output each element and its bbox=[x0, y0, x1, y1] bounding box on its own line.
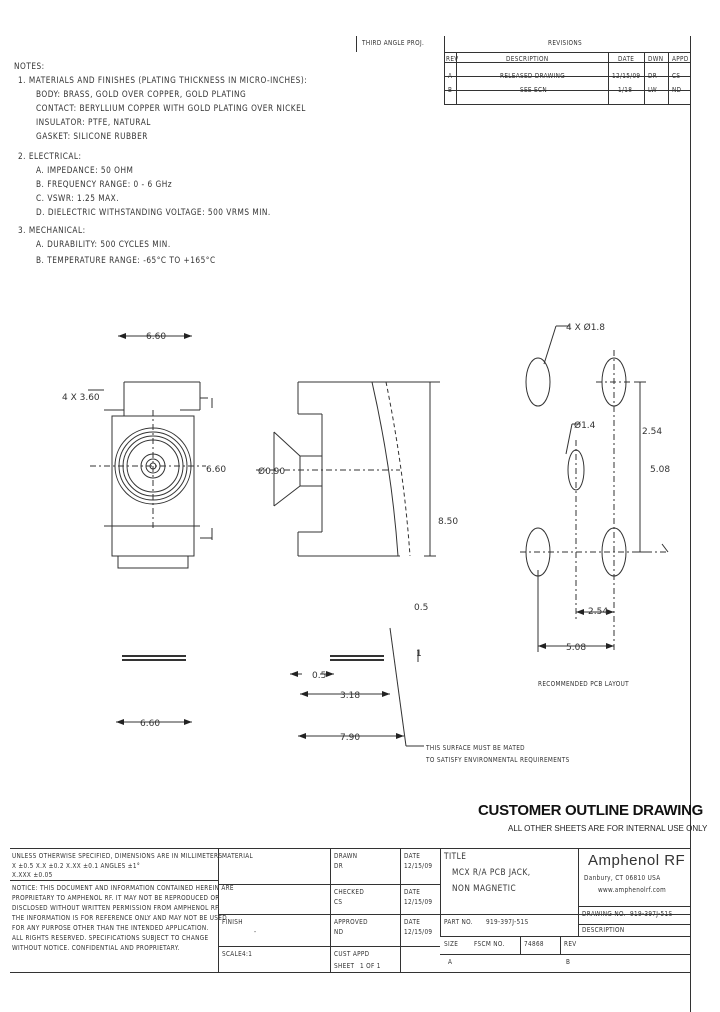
dim-body-height: 6.60 bbox=[206, 465, 227, 475]
checked-label: CHECKED bbox=[334, 888, 365, 896]
rev-label: REV bbox=[564, 940, 577, 948]
dim-pcb-pitch-v: 5.08 bbox=[650, 465, 671, 475]
part-no-label: PART NO. bbox=[444, 918, 473, 926]
drawn-date: 12/15/09 bbox=[404, 862, 433, 870]
side-view bbox=[116, 382, 440, 746]
checked-value: CS bbox=[334, 898, 343, 906]
dim-front-pin: Ø0.90 bbox=[258, 467, 286, 477]
rev-col-date: DATE bbox=[618, 55, 635, 63]
tolerance-header: UNLESS OTHERWISE SPECIFIED, DIMENSIONS ARE IN MILLIMETERS bbox=[12, 852, 223, 860]
checked-date-label: DATE bbox=[404, 888, 421, 896]
rev-row-appd: CS bbox=[672, 72, 681, 80]
front-view bbox=[88, 336, 212, 568]
size-label: SIZE bbox=[444, 940, 459, 948]
rev-row-description: SEE ECN bbox=[520, 86, 547, 94]
cust-appd-label: CUST APPD bbox=[334, 950, 370, 958]
rev-col-appd: APPD bbox=[672, 55, 689, 63]
dim-pcb-pitch-h: 5.08 bbox=[566, 643, 587, 653]
rev-col-dwn: DWN bbox=[648, 55, 664, 63]
dim-pcb-half-v: 2.54 bbox=[642, 427, 663, 437]
approved-value: ND bbox=[334, 928, 344, 936]
tolerance-row: X.XXX ±0.05 bbox=[12, 871, 53, 879]
part-no: 919-397J-51S bbox=[486, 918, 529, 926]
rev-row-rev: B bbox=[448, 86, 453, 94]
notice-line: DISCLOSED WITHOUT WRITTEN PERMISSION FROM AMPHENOL RF. bbox=[12, 904, 220, 912]
description-label: DESCRIPTION bbox=[582, 926, 625, 934]
drawing-no: 919-397J-51S bbox=[630, 910, 673, 918]
note-line: 1. MATERIALS AND FINISHES (PLATING THICKNESS IN MICRO-INCHES): bbox=[18, 76, 308, 86]
note-line: 3. MECHANICAL: bbox=[18, 226, 86, 236]
notice-line: WITHOUT NOTICE. CONFIDENTIAL AND PROPRIETARY. bbox=[12, 944, 180, 952]
notice-line: PROPRIETARY TO AMPHENOL RF. IT MAY NOT BE REPRODUCED OR bbox=[12, 894, 220, 902]
rev-row-dwn: LW bbox=[648, 86, 658, 94]
pcb-note-line: TO SATISFY ENVIRONMENTAL REQUIREMENTS bbox=[426, 756, 570, 764]
title-label: TITLE bbox=[444, 852, 467, 862]
fscm-value: 74868 bbox=[524, 940, 544, 948]
dim-side-height: 8.50 bbox=[438, 517, 459, 527]
drawn-date-label: DATE bbox=[404, 852, 421, 860]
notice-line: NOTICE: THIS DOCUMENT AND INFORMATION CONTAINED HEREIN ARE bbox=[12, 884, 234, 892]
rev-row-dwn: DR bbox=[648, 72, 658, 80]
rev-value: B bbox=[566, 958, 571, 966]
dim-bottom-offset: 0.5 bbox=[414, 603, 429, 613]
note-line: BODY: BRASS, GOLD OVER COPPER, GOLD PLATING bbox=[36, 90, 247, 100]
revisions-header: REVISIONS bbox=[548, 39, 582, 47]
note-line: A. DURABILITY: 500 CYCLES MIN. bbox=[36, 240, 171, 250]
tolerance-row: X ±0.5 X.X ±0.2 X.XX ±0.1 ANGLES ±1° bbox=[12, 862, 141, 870]
pcb-layout bbox=[520, 326, 671, 652]
drawn-value: DR bbox=[334, 862, 344, 870]
rev-col-rev: REV bbox=[446, 55, 459, 63]
scale-label: SCALE bbox=[222, 950, 243, 958]
approved-date-label: DATE bbox=[404, 918, 421, 926]
rev-row-appd: ND bbox=[672, 86, 682, 94]
note-line: A. IMPEDANCE: 50 OHM bbox=[36, 166, 134, 176]
dim-lead-thk: 1 bbox=[416, 649, 422, 659]
sheet-value: 1 OF 1 bbox=[360, 962, 381, 970]
note-line: C. VSWR: 1.25 MAX. bbox=[36, 194, 120, 204]
notice-line: FOR ANY PURPOSE OTHER THAN THE INTENDED APPLICATION. bbox=[12, 924, 209, 932]
size-value: A bbox=[448, 958, 453, 966]
drawn-label: DRAWN bbox=[334, 852, 358, 860]
material-label: MATERIAL bbox=[222, 852, 254, 860]
note-line: CONTACT: BERYLLIUM COPPER WITH GOLD PLATING OVER NICKEL bbox=[36, 104, 306, 114]
title-line: MCX R/A PCB JACK, bbox=[452, 868, 531, 878]
dim-pcb-half-h: 2.54 bbox=[588, 607, 609, 617]
finish-value: - bbox=[254, 928, 257, 936]
pcb-note-line: THIS SURFACE MUST BE MATED bbox=[426, 744, 525, 752]
company-web: www.amphenolrf.com bbox=[598, 886, 667, 894]
note-line: D. DIELECTRIC WITHSTANDING VOLTAGE: 500 VRMS MIN. bbox=[36, 208, 271, 218]
drawing-title: CUSTOMER OUTLINE DRAWING bbox=[478, 802, 704, 819]
notice-line: THE INFORMATION IS FOR REFERENCE ONLY AND MAY NOT BE USED bbox=[12, 914, 227, 922]
note-line: B. FREQUENCY RANGE: 0 - 6 GHz bbox=[36, 180, 173, 190]
dim-hole-dia: 4 X Ø1.8 bbox=[566, 323, 606, 333]
dim-total-len: 7.90 bbox=[340, 733, 361, 743]
drawing-subtitle: ALL OTHER SHEETS ARE FOR INTERNAL USE ONLY bbox=[508, 824, 708, 833]
cad-label: THIRD ANGLE PROJ. bbox=[362, 39, 425, 47]
dim-front-offset: 0.5 bbox=[312, 671, 327, 681]
rev-row-date: 12/15/09 bbox=[612, 72, 641, 80]
sheet-label: SHEET bbox=[334, 962, 355, 970]
dim-bottom-width: 6.60 bbox=[140, 719, 161, 729]
note-line: GASKET: SILICONE RUBBER bbox=[36, 132, 148, 142]
notes-heading: NOTES: bbox=[14, 62, 45, 72]
note-line: 2. ELECTRICAL: bbox=[18, 152, 82, 162]
dim-center-len: 3.18 bbox=[340, 691, 361, 701]
note-line: B. TEMPERATURE RANGE: -65°C TO +165°C bbox=[36, 256, 216, 266]
scale-value: 4:1 bbox=[242, 950, 253, 958]
approved-label: APPROVED bbox=[334, 918, 368, 926]
rev-row-date: 1/18 bbox=[618, 86, 633, 94]
company-address: Danbury, CT 06810 USA bbox=[584, 874, 661, 882]
notice-line: ALL RIGHTS RESERVED. SPECIFICATIONS SUBJECT TO CHANGE bbox=[12, 934, 209, 942]
note-line: INSULATOR: PTFE, NATURAL bbox=[36, 118, 151, 128]
approved-date: 12/15/09 bbox=[404, 928, 433, 936]
finish-label: FINISH bbox=[222, 918, 243, 926]
drawing-no-label: DRAWING NO. bbox=[582, 910, 626, 918]
dim-center-hole: Ø1.4 bbox=[574, 421, 596, 431]
pcb-caption: RECOMMENDED PCB LAYOUT bbox=[538, 680, 629, 688]
title-line: NON MAGNETIC bbox=[452, 884, 517, 894]
fscm-label: FSCM NO. bbox=[474, 940, 505, 948]
dim-top-width: 6.60 bbox=[146, 332, 167, 342]
rev-row-rev: A bbox=[448, 72, 453, 80]
company-logo: Amphenol RF bbox=[588, 852, 686, 869]
rev-col-description: DESCRIPTION bbox=[506, 55, 549, 63]
checked-date: 12/15/09 bbox=[404, 898, 433, 906]
dim-left-flange: 4 X 3.60 bbox=[62, 393, 100, 403]
rev-row-description: RELEASED DRAWING bbox=[500, 72, 566, 80]
